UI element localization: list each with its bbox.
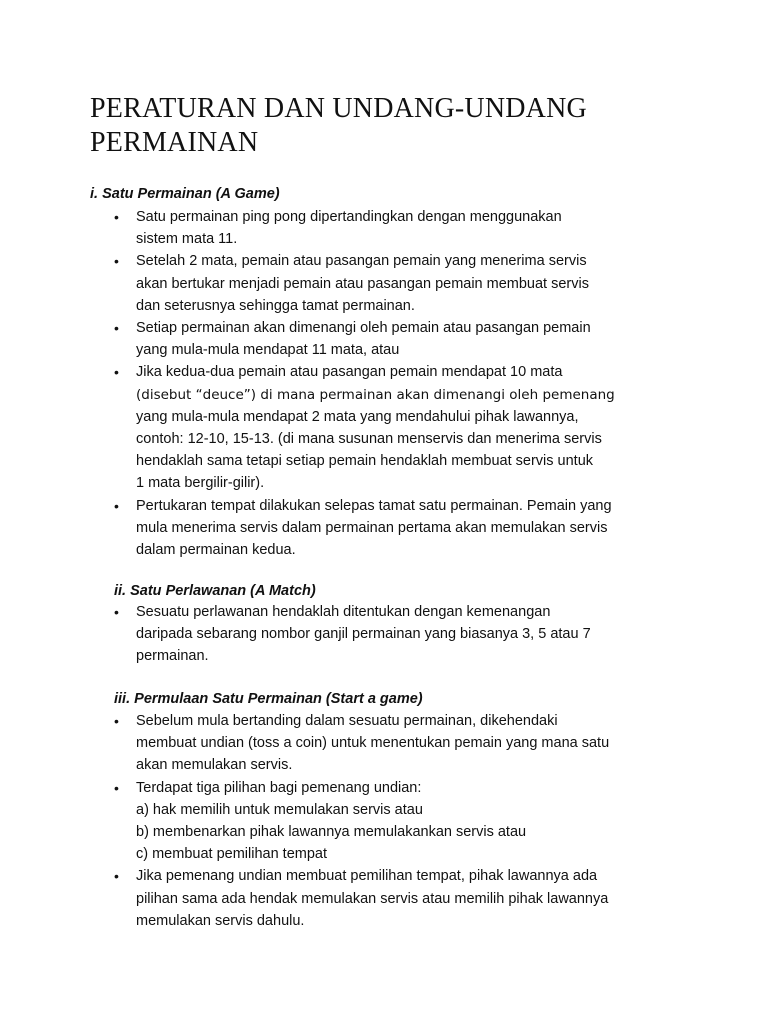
section-list-game [114, 206, 644, 561]
list-item: • Satu permainan ping pong dipertandingkan dengan menggunakan sistem mata 11. [114, 206, 644, 250]
section-list-match [114, 601, 644, 668]
bullet-icon: • [114, 320, 119, 337]
bullet-icon: • [114, 779, 119, 796]
list-item: • Jika kedua-dua pemain atau pasangan pemain mendapat 10 mata (disebut “deuce”) di mana permainan akan dimenangi oleh pemenang yang mula-mula mendapat 2 mata yang mendahului pihak lawannya, contoh: 12-10, 15-13. (di mana susunan menservis dan menerima servis hendaklah sama tetapi setiap pemain hendaklah membuat servis untuk 1 mata bergilir-gilir). [114, 361, 644, 494]
list-item: • Terdapat tiga pilihan bagi pemenang undian: a) hak memilih untuk memulakan servis atau b) membenarkan pihak lawannya memulakankan servis atau c) membuat pemilihan tempat [114, 777, 644, 866]
list-item: • Sesuatu perlawanan hendaklah ditentukan dengan kemenangan daripada sebarang nombor ganjil permainan yang biasanya 3, 5 atau 7 permainan. [114, 601, 644, 668]
bullet-icon: • [114, 713, 119, 729]
bullet-icon: • [114, 497, 119, 514]
bullet-icon: • [114, 209, 119, 225]
section-list-start [114, 710, 644, 932]
list-item: • Setiap permainan akan dimenangi oleh pemain atau pasangan pemain yang mula-mula mendapat 11 mata, atau [114, 317, 644, 361]
section-heading-match: ii. Satu Perlawanan (A Match) [114, 583, 316, 599]
list-item: • Setelah 2 mata, pemain atau pasangan pemain yang menerima servis akan bertukar menjadi pemain atau pasangan pemain membuat servis dan seterusnya sehingga tamat permainan. [114, 250, 644, 317]
bullet-icon: • [114, 253, 119, 270]
section-heading-game: i. Satu Permainan (A Game) [90, 186, 280, 202]
section-heading-start: iii. Permulaan Satu Permainan (Start a game) [114, 691, 423, 707]
bullet-icon: • [114, 604, 119, 620]
bullet-icon: • [114, 868, 119, 885]
title-line: PERMAINAN [90, 127, 259, 158]
page-title [90, 92, 690, 160]
list-item: • Pertukaran tempat dilakukan selepas tamat satu permainan. Pemain yang mula menerima servis dalam permainan pertama akan memulakan servis dalam permainan kedua. [114, 495, 644, 562]
list-item: • Jika pemenang undian membuat pemilihan tempat, pihak lawannya ada pilihan sama ada hendak memulakan servis atau memilih pihak lawannya memulakan servis dahulu. [114, 865, 644, 932]
bullet-icon: • [114, 364, 119, 381]
list-item: • Sebelum mula bertanding dalam sesuatu permainan, dikehendaki membuat undian (toss a coin) untuk menentukan pemain yang mana satu akan memulakan servis. [114, 710, 644, 777]
title-line: PERATURAN DAN UNDANG-UNDANG [90, 93, 587, 124]
